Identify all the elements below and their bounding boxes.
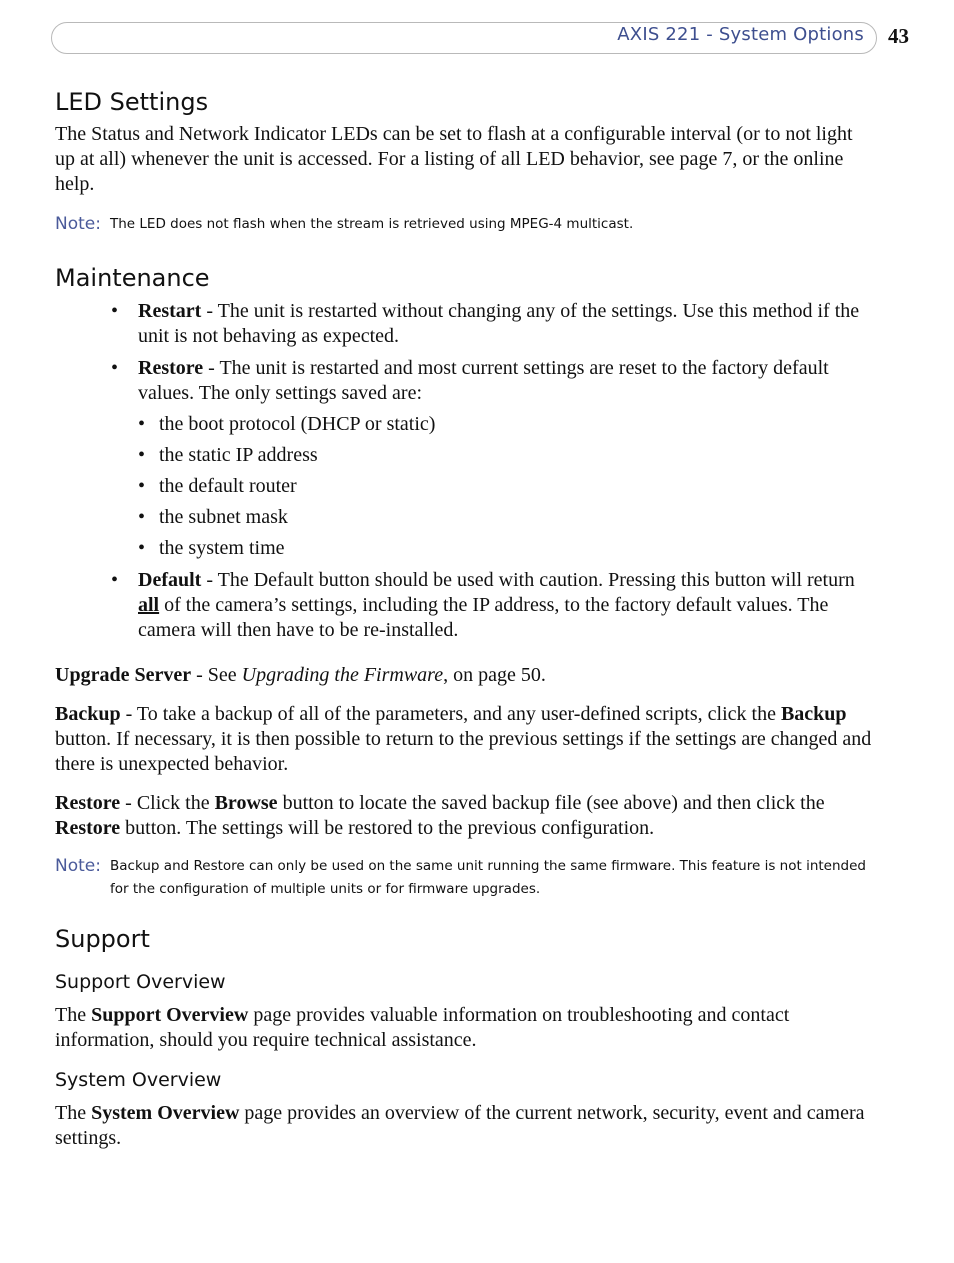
list-item: • the static IP address <box>138 443 875 468</box>
list-item: • the default router <box>138 474 875 499</box>
restore-paragraph-text-end: button. The settings will be restored to the previous configuration. <box>120 817 655 839</box>
backup-paragraph <box>55 702 875 777</box>
support-overview-term: Support Overview <box>91 1004 249 1026</box>
restore-paragraph-text: - Click the <box>120 792 215 814</box>
support-heading: Support <box>55 925 150 953</box>
led-note <box>55 213 875 236</box>
restore-button-ref: Restore <box>55 817 121 839</box>
list-item: • the subnet mask <box>138 505 875 530</box>
system-overview-heading: System Overview <box>55 1069 222 1091</box>
upgrade-firmware-reference: Upgrading the Firmware <box>241 664 444 686</box>
maintenance-section <box>55 264 875 901</box>
upgrade-server-paragraph <box>55 663 875 688</box>
default-text: - The Default button should be used with caution. Pressing this button will return <box>201 569 855 591</box>
note-text <box>110 855 875 901</box>
support-overview-heading: Support Overview <box>55 971 226 993</box>
restore-term: Restore <box>138 357 204 379</box>
note-text: The LED does not flash when the stream is retrieved using MPEG-4 multicast. <box>110 216 634 232</box>
note-body: can only be used on the same unit running the same firmware. This feature is not intended for the configuration of multiple units or for firmware upgrades. <box>110 858 866 897</box>
default-all: all <box>138 594 160 616</box>
page-number: 43 <box>888 24 909 48</box>
backup-button-ref: Backup <box>780 703 847 725</box>
led-settings-body: The Status and Network Indicator LEDs can be set to flash at a configurable interval (or to not light up at all) whenever the unit is accessed. For a listing of all LED behavior, see page 7, or the online help. <box>55 123 853 195</box>
backup-text: - To take a backup of all of the parameters, and any user-defined scripts, click the <box>120 703 781 725</box>
support-section <box>55 925 875 1151</box>
support-overview-text: The <box>55 1004 92 1026</box>
restore-text: - The unit is restarted and most current settings are reset to the factory default values. The only settings saved are: <box>138 357 829 404</box>
restore-paragraph <box>55 791 875 841</box>
default-text-cont: of the camera’s settings, including the IP address, to the factory default values. The camera will then have to be re-installed. <box>138 594 829 641</box>
maintenance-list <box>111 299 875 643</box>
support-overview-paragraph <box>55 1003 875 1053</box>
note-label: Note: <box>55 214 101 234</box>
list-item: • the system time <box>138 536 875 561</box>
restore-paragraph-term: Restore <box>55 792 121 814</box>
page-content <box>55 88 875 1151</box>
saved-settings-list <box>138 412 875 561</box>
led-settings-section <box>55 88 875 236</box>
browse-button-ref: Browse <box>214 792 278 814</box>
maintenance-heading: Maintenance <box>55 264 210 292</box>
list-item-restore <box>111 356 875 561</box>
restart-text: - The unit is restarted without changing any of the settings. Use this method if the unit is not behaving as expected. <box>138 300 860 347</box>
system-overview-text-cont: page provides an overview of the current network, security, event and camera settings. <box>55 1102 865 1149</box>
upgrade-term: Upgrade Server <box>55 664 192 686</box>
default-term: Default <box>138 569 202 591</box>
backup-text-cont: button. If necessary, it is then possible to return to the previous settings if the settings are changed and there is unexpected behavior. <box>55 728 872 775</box>
upgrade-text-cont: , on page 50. <box>443 664 546 686</box>
upgrade-text: - See <box>191 664 242 686</box>
list-item-default <box>111 568 875 643</box>
system-overview-term: System Overview <box>91 1102 240 1124</box>
note-restore-term: Restore <box>193 858 245 874</box>
restore-paragraph-text-cont: button to locate the saved backup file (see above) and then click the <box>277 792 825 814</box>
led-settings-heading: LED Settings <box>55 88 209 116</box>
note-backup-term: Backup <box>110 858 160 874</box>
system-overview-text: The <box>55 1102 92 1124</box>
header-title: AXIS 221 - System Options <box>617 24 864 45</box>
restart-term: Restart <box>138 300 202 322</box>
backup-term: Backup <box>55 703 121 725</box>
list-item: • the boot protocol (DHCP or static) <box>138 412 875 437</box>
note-and: and <box>159 858 194 874</box>
backup-restore-note <box>55 855 875 901</box>
support-overview-text-cont: page provides valuable information on troubleshooting and contact information, should you require technical assistance. <box>55 1004 790 1051</box>
list-item-restart <box>111 299 875 349</box>
system-overview-paragraph <box>55 1101 875 1151</box>
note-label: Note: <box>55 856 101 876</box>
